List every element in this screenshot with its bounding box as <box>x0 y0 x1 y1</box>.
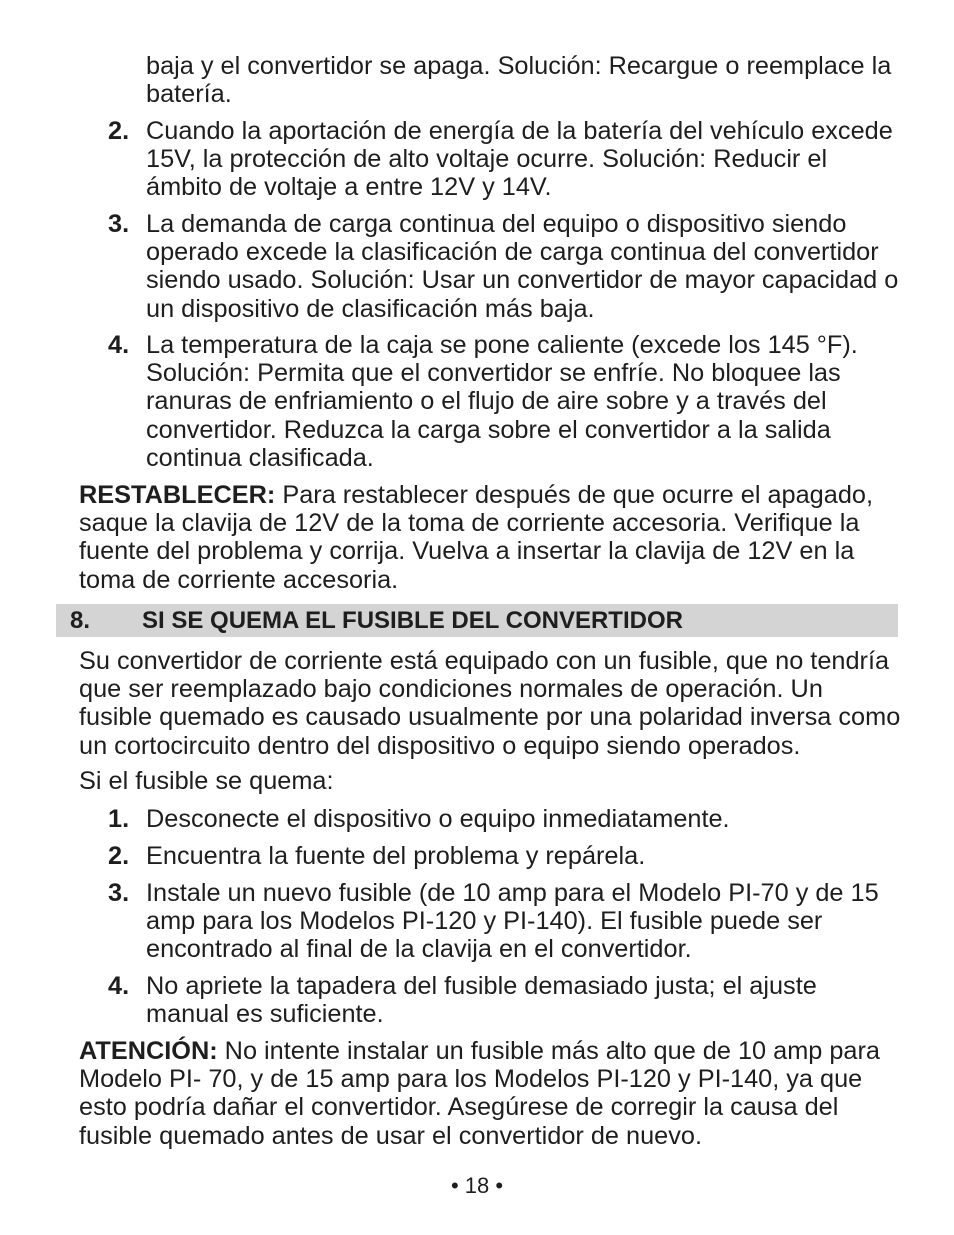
attention-label: ATENCIÓN: <box>79 1037 218 1065</box>
intro-paragraph: Su convertidor de corriente está equipado con un fusible, que no tendría que ser reemplazado bajo condiciones normales de operación. Un fusible quemado es causado usualmente por una polaridad inversa como un cortocircuito dentro del dispositivo o equipo siendo operados. <box>79 647 901 760</box>
reset-label: RESTABLECER: <box>79 481 276 509</box>
list-item-text: Instale un nuevo fusible (de 10 amp para el Modelo PI-70 y de 15 amp para los Modelos PI-120 y PI-140). El fusible puede ser encontrado al final de la clavija en el convertidor. <box>146 879 879 964</box>
reset-paragraph <box>79 481 901 594</box>
reset-text: Para restablecer después de que ocurre el apagado, saque la clavija de 12V de la toma de corriente accesoria. Verifique la fuente del problema y corrija. Vuelva a insertar la clavija de 12V en la toma de corriente accesoria. <box>79 481 873 594</box>
list-item-text: La temperatura de la caja se pone caliente (excede los 145 °F). Solución: Permita que el convertidor se enfríe. No bloquee las ranuras de enfriamiento o el flujo de aire sobre y a través del convertidor. Reduzca la carga sobre el convertidor a la salida continua clasificada. <box>146 331 858 472</box>
list-number: 4. <box>108 331 130 359</box>
section-heading <box>56 604 898 637</box>
list-item-text: La demanda de carga continua del equipo o dispositivo siendo operado excede la clasificación de carga continua del convertidor siendo usado. Solución: Usar un convertidor de mayor capacidad o un dispositivo de clasificación más baja. <box>146 210 899 323</box>
section-title: SI SE QUEMA EL FUSIBLE DEL CONVERTIDOR <box>142 607 683 634</box>
list-item-text: Desconecte el dispositivo o equipo inmediatamente. <box>146 805 730 833</box>
list-item-text: baja y el convertidor se apaga. Solución: Recargue o reemplace la batería. <box>146 52 892 109</box>
list-number: 2. <box>108 842 130 870</box>
if-blown-text: Si el fusible se quema: <box>79 767 334 795</box>
section-number: 8. <box>70 607 91 634</box>
list-item-text: Encuentra la fuente del problema y repárela. <box>146 842 646 870</box>
attention-text: No intente instalar un fusible más alto que de 10 amp para Modelo PI- 70, y de 15 amp para los Modelos PI-120 y PI-140, ya que esto podría dañar el convertidor. Asegúrese de corregir la causa del fusible quemado antes de usar el convertidor de nuevo. <box>79 1037 880 1150</box>
list-item-text: Cuando la aportación de energía de la batería del vehículo excede 15V, la protección de alto voltaje ocurre. Solución: Reducir el ámbito de voltaje a entre 12V y 14V. <box>146 117 893 202</box>
list-number: 3. <box>108 210 130 238</box>
list-item-text: No apriete la tapadera del fusible demasiado justa; el ajuste manual es suficiente. <box>146 972 817 1029</box>
list-number: 3. <box>108 879 130 907</box>
attention-paragraph <box>79 1037 901 1150</box>
list-number: 1. <box>108 805 130 833</box>
list-number: 4. <box>108 972 130 1000</box>
list-number: 2. <box>108 117 130 145</box>
page-number: • 18 • <box>450 1173 504 1198</box>
